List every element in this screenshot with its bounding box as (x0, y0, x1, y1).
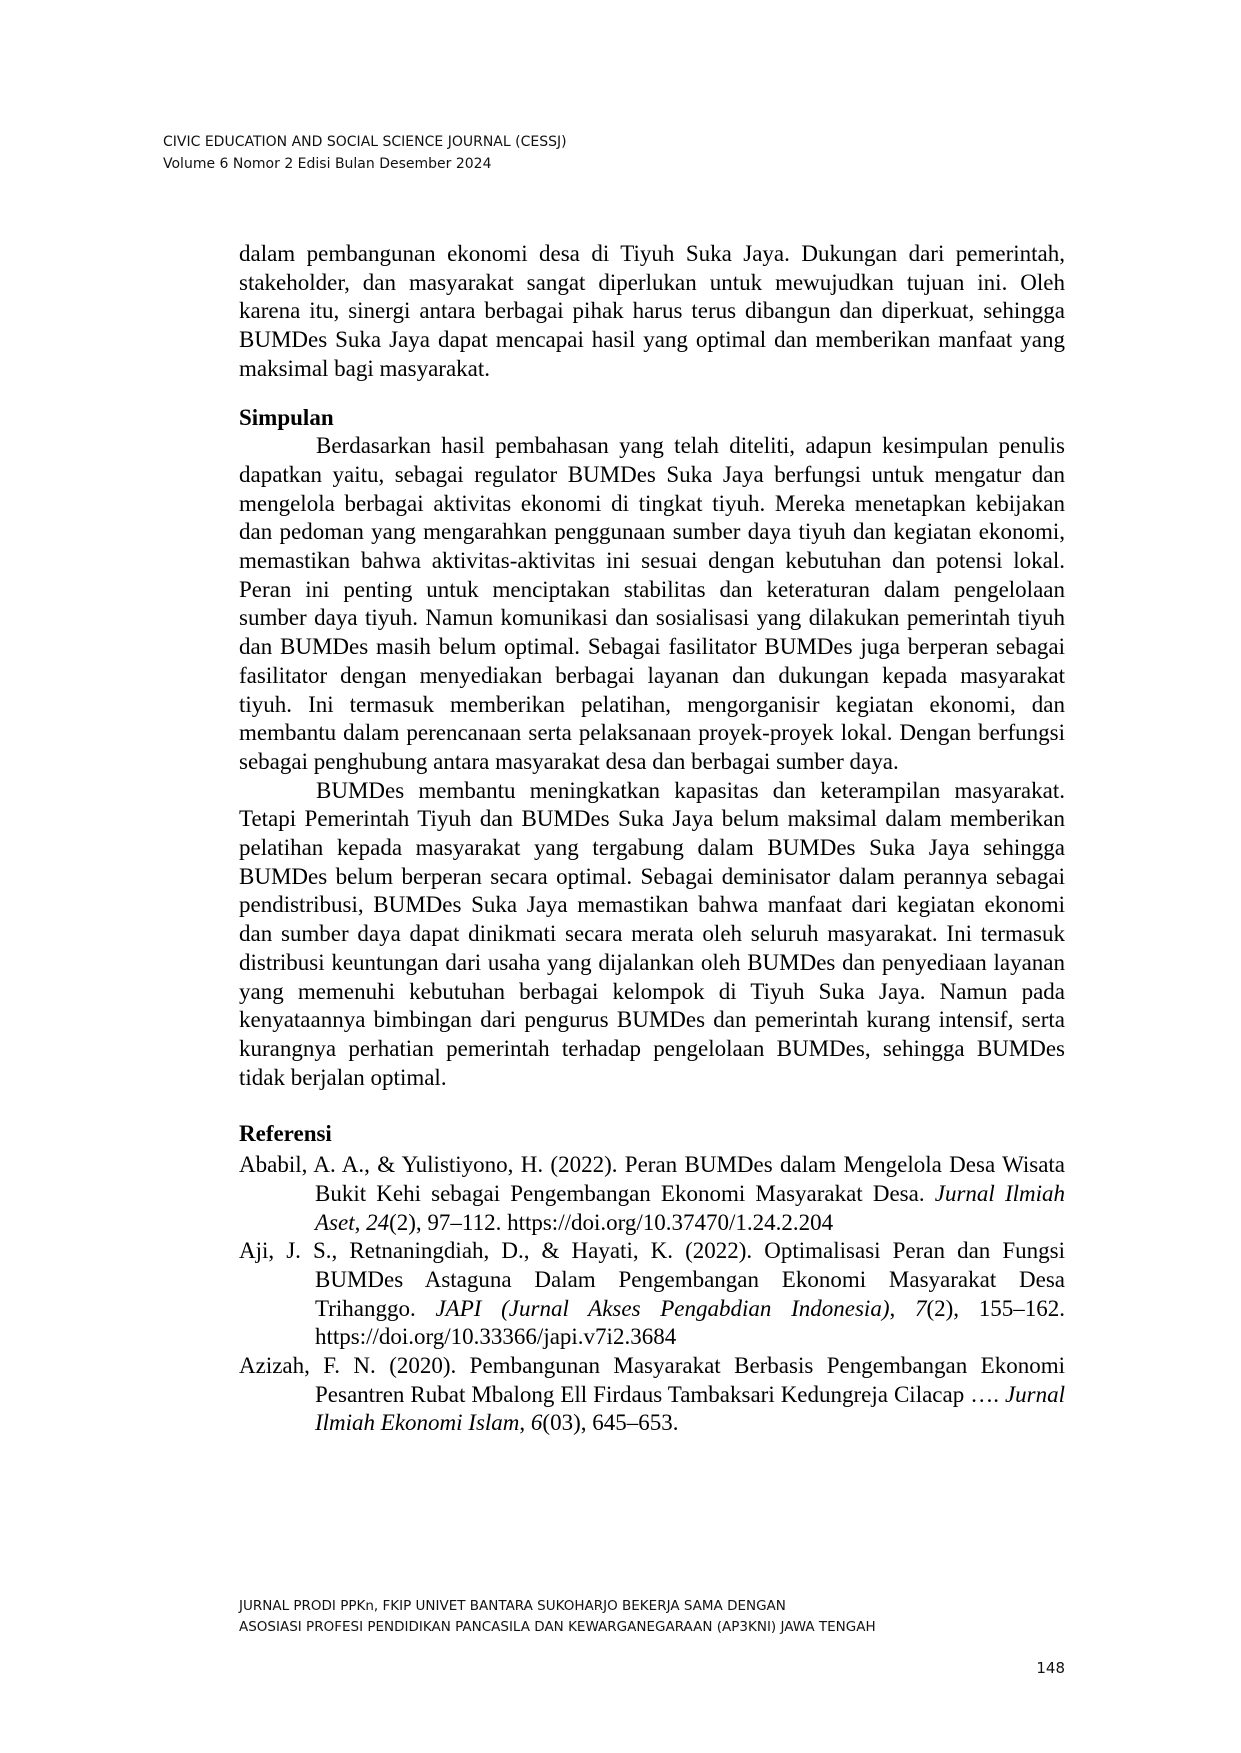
reference-item: Azizah, F. N. (2020). Pembangunan Masyarakat Berbasis Pengembangan Ekonomi Pesantren Rubat Mbalong Ell Firdaus Tambaksari Kedungreja Cilacap …. Jurnal Ilmiah Ekonomi Islam, 6(03), 645–653. (239, 1353, 1065, 1436)
reference-journal: Jurnal Ilmiah Ekonomi Islam (315, 1381, 1065, 1436)
reference-item: Ababil, A. A., & Yulistiyono, H. (2022). Peran BUMDes dalam Mengelola Desa Wisata Bukit Kehi sebagai Pengembangan Ekonomi Masyarakat Desa. Jurnal Ilmiah Aset, 24(2), 97–112. https://doi.org/10.37470/1.24.2.204 (239, 1152, 1065, 1235)
section-heading-referensi: Referensi (239, 1121, 332, 1147)
reference-journal: JAPI (Jurnal Akses Pengabdian Indonesia) (435, 1295, 890, 1321)
simpulan-paragraph-1: Berdasarkan hasil pembahasan yang telah diteliti, adapun kesimpulan penulis dapatkan yaitu, sebagai regulator BUMDes Suka Jaya berfungsi untuk mengatur dan mengelola berbagai aktivitas ekonomi di tingkat tiyuh. Mereka menetapkan kebijakan dan pedoman yang mengarahkan penggunaan sumber daya tiyuh dan kegiatan ekonomi, memastikan bahwa aktivitas-aktivitas ini sesuai dengan kebutuhan dan potensi lokal. Peran ini penting untuk menciptakan stabilitas dan keteraturan dalam pengelolaan sumber daya tiyuh. Namun komunikasi dan sosialisasi yang dilakukan pemerintah tiyuh dan BUMDes masih belum optimal. Sebagai fasilitator BUMDes juga berperan sebagai fasilitator dengan menyediakan berbagai layanan dan dukungan kepada masyarakat tiyuh. Ini termasuk memberikan pelatihan, mengorganisir kegiatan ekonomi, dan membantu dalam perencanaan serta pelaksanaan proyek-proyek lokal. Dengan berfungsi sebagai penghubung antara masyarakat desa dan berbagai sumber daya. (239, 433, 1065, 774)
running-header (163, 131, 567, 175)
reference-list (239, 1151, 1065, 1438)
reference-volume: 7 (914, 1295, 927, 1321)
issue-info: Volume 6 Nomor 2 Edisi Bulan Desember 2024 (163, 156, 492, 172)
footer-line-1: JURNAL PRODI PPKn, FKIP UNIVET BANTARA SUKOHARJO BEKERJA SAMA DENGAN (239, 1598, 786, 1614)
section-heading-simpulan: Simpulan (239, 404, 334, 430)
running-footer (239, 1596, 876, 1638)
simpulan-paragraph-2: BUMDes membantu meningkatkan kapasitas dan keterampilan masyarakat. Tetapi Pemerintah Tiyuh dan BUMDes Suka Jaya belum maksimal dalam memberikan pelatihan kepada masyarakat yang tergabung dalam BUMDes Suka Jaya sehingga BUMDes belum berperan secara optimal. Sebagai deminisator dalam perannya sebagai pendistribusi, BUMDes Suka Jaya memastikan bahwa manfaat dari kegiatan ekonomi dan sumber daya dapat dinikmati secara merata oleh seluruh masyarakat. Ini termasuk distribusi keuntungan dari usaha yang dijalankan oleh BUMDes dan penyediaan layanan yang memenuhi kebutuhan berbagai kelompok di Tiyuh Suka Jaya. Namun pada kenyataannya bimbingan dari pengurus BUMDes dan pemerintah kurang intensif, serta kurangnya perhatian pemerintah terhadap pengelolaan BUMDes, sehingga BUMDes tidak berjalan optimal. (239, 777, 1065, 1090)
reference-volume: 24 (366, 1209, 390, 1235)
footer-line-2: ASOSIASI PROFESI PENDIDIKAN PANCASILA DAN KEWARGANEGARAAN (AP3KNI) JAWA TENGAH (239, 1619, 876, 1635)
page-number: 148 (1036, 1659, 1065, 1677)
reference-volume: 6 (530, 1410, 543, 1436)
journal-title: CIVIC EDUCATION AND SOCIAL SCIENCE JOURNAL (CESSJ) (163, 134, 567, 150)
reference-journal: Jurnal Ilmiah Aset (315, 1180, 1065, 1235)
reference-item: Aji, J. S., Retnaningdiah, D., & Hayati, K. (2022). Optimalisasi Peran dan Fungsi BUMDes Astaguna Dalam Pengembangan Ekonomi Masyarakat Desa Trihanggo. JAPI (Jurnal Akses Pengabdian Indonesia), 7(2), 155–162. https://doi.org/10.33366/japi.v7i2.3684 (239, 1238, 1065, 1350)
intro-paragraph: dalam pembangunan ekonomi desa di Tiyuh Suka Jaya. Dukungan dari pemerintah, stakeholder, dan masyarakat sangat diperlukan untuk mewujudkan tujuan ini. Oleh karena itu, sinergi antara berbagai pihak harus terus dibangun dan diperkuat, sehingga BUMDes Suka Jaya dapat mencapai hasil yang optimal dan memberikan manfaat yang maksimal bagi masyarakat. (239, 241, 1065, 381)
main-content (239, 240, 1065, 1438)
